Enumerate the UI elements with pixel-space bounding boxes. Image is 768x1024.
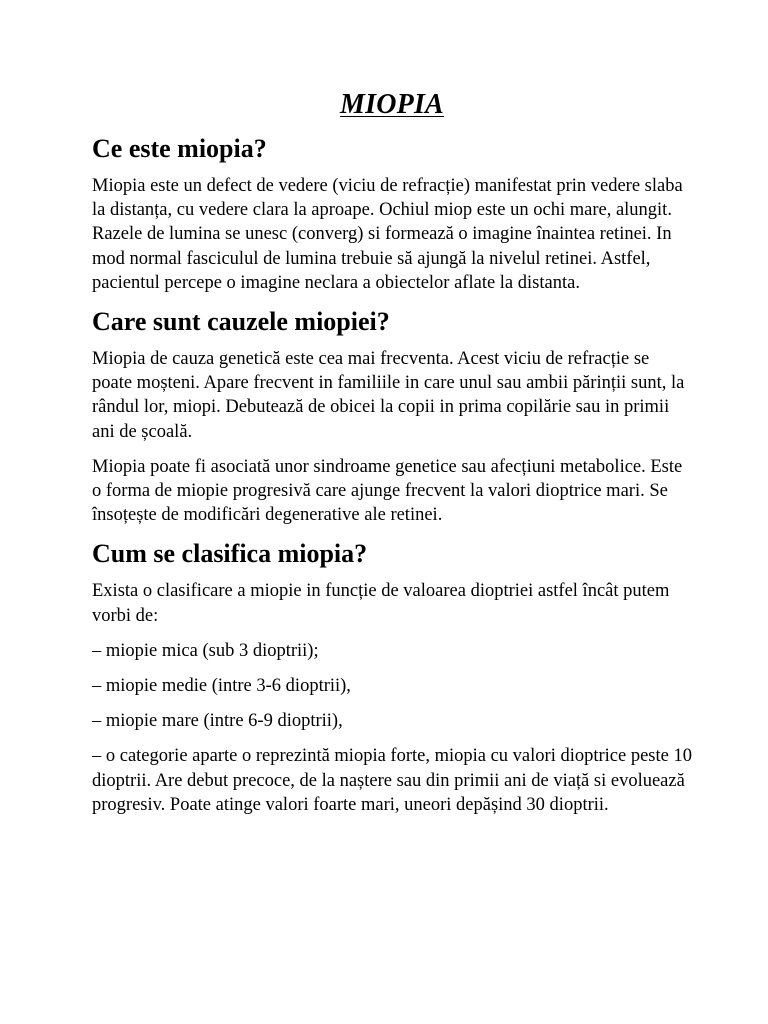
list-item: – o categorie aparte o reprezintă miopia forte, miopia cu valori dioptrice peste 10 dioptrii. Are debut precoce, de la naștere sau din primii ani de viață si evoluează progresiv. Poate atinge valori foarte mari, uneori depășind 30 dioptrii. bbox=[92, 746, 692, 815]
list-item: – miopie mica (sub 3 dioptrii); bbox=[92, 640, 319, 661]
document-page bbox=[92, 88, 692, 828]
section-heading: Ce este miopia? bbox=[92, 134, 267, 163]
paragraph: Exista o clasificare a miopie in funcție de valoarea dioptriei astfel încât putem vorbi de: bbox=[92, 581, 670, 626]
paragraph: Miopia este un defect de vedere (viciu de refracție) manifestat prin vedere slaba la distanța, cu vedere clara la aproape. Ochiul miop este un ochi mare, alungit. Razele de lumina se unesc (converg) si formează o imagine înaintea retinei. In mod normal fasciculul de lumina trebuie să ajungă la nivelul retinei. Astfel, pacientul percepe o imagine neclara a obiectelor aflate la distanta. bbox=[92, 176, 683, 293]
section-heading: Care sunt cauzele miopiei? bbox=[92, 307, 390, 337]
section-causes bbox=[92, 306, 692, 527]
document-title: MIOPIA bbox=[340, 89, 444, 120]
section-heading: Cum se clasifica miopia? bbox=[92, 539, 368, 569]
paragraph: Miopia poate fi asociată unor sindroame genetice sau afecțiuni metabolice. Este o forma de miopie progresivă care ajunge frecvent la valori dioptrice mari. Se însoțește de modificări degenerative ale retinei. bbox=[92, 456, 683, 526]
section-classification bbox=[92, 538, 692, 817]
list-item: – miopie medie (intre 3-6 dioptrii), bbox=[92, 676, 351, 697]
section-what-is-myopia bbox=[92, 133, 692, 295]
list-item: – miopie mare (intre 6-9 dioptrii), bbox=[92, 711, 343, 732]
paragraph: Miopia de cauza genetică este cea mai frecventa. Acest viciu de refracție se poate moșteni. Apare frecvent in familiile in care unul sau ambii părinții sunt, la rândul lor, miopi. Debutează de obicei la copii in prima copilărie sau in primii ani de școală. bbox=[92, 349, 685, 442]
